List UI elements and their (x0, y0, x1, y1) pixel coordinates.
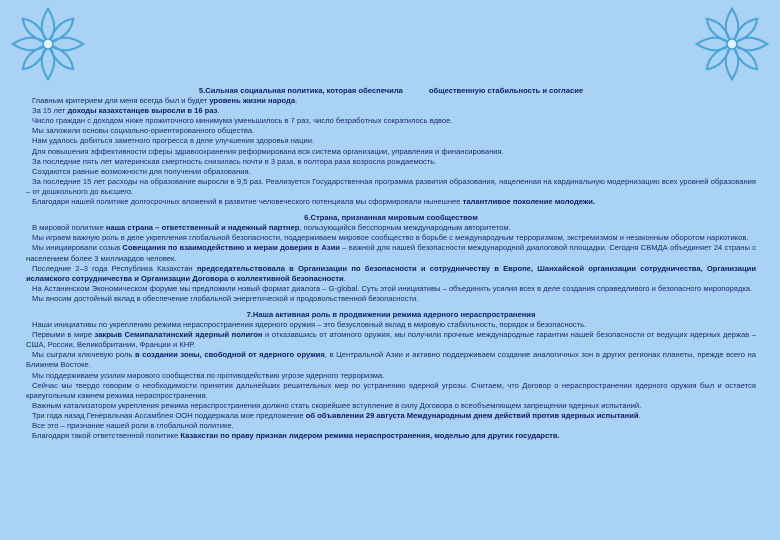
paragraph: Главным критерием для меня всегда был и будет уровень жизни народа. (32, 96, 298, 106)
paragraph: Мы вносим достойный вклад в обеспечение глобальной энергетической и продовольственной безопасности. (32, 293, 419, 303)
document-body (26, 86, 756, 441)
paragraph: Нам удалось добиться заметного прогресса в деле улучшения здоровья нации. (32, 136, 315, 146)
paragraph: В мировой политике наша страна – ответственный и надежный партнер, пользующийся бесспорным международным авторитетом. (32, 223, 511, 233)
snowflake-ornament-right-icon (690, 2, 774, 86)
paragraph: Три года назад Генеральная Ассамблея ООН поддержала мое предложение об объявлении 29 августа Международным днем действий против ядерных испытаний. (32, 410, 641, 420)
paragraph: На Астанинском Экономическом форуме мы предложили новый формат диалога – G-global. Суть этой инициативы – объединить усилия всех в деле создания справедливого и безопасного миропорядка. (32, 283, 753, 293)
paragraph: Мы заложили основы социально-ориентированного общества. (32, 126, 255, 136)
paragraph: Мы поддерживаем усилия мирового сообщества по противодействию угрозе ядерного терроризма. (32, 370, 385, 380)
paragraph: Мы инициировали созыв Совещания по взаимодействию и мерам доверия в Азии – важной для нашей безопасности международной диалоговой площадки. Сегодня СВМДА объединяет 24 страны с населением более 3 миллиардов человек. (26, 243, 756, 263)
section-5-title: 5.Сильная социальная политика, которая обеспечила общественную стабильность и согласие (198, 86, 584, 95)
paragraph: За последние пять лет материнская смертность снизилась почти в 3 раза, в полтора раза возросла рождаемость. (32, 156, 437, 166)
paragraph: За последние 15 лет расходы на образование выросли в 9,5 раз. Реализуется Государственная программа развития образования, нацеленная на кардинальную модернизацию всех уровней образования – от дошкольного до высшего. (26, 176, 756, 196)
paragraph: Мы играем важную роль в деле укрепления глобальной безопасности, поддерживаем мировое сообщество в борьбе с международным терроризмом, экстремизмом и незаконным оборотом наркотиков. (32, 233, 749, 243)
paragraph: Для повышения эффективности сферы здравоохранения реформирована вся система организации, управления и финансирования. (32, 146, 504, 156)
paragraph: Благодаря такой ответственной политике Казахстан по праву признан лидером режима нераспространения, моделью для других государств. (32, 431, 560, 441)
paragraph: Сейчас мы твердо говорим о необходимости принятия дальнейших решительных мер по устранению ядерной угрозы. Считаем, что Договор о нераспространении ядерного оружия был и остается краеугольным камнем режима нераспространения. (26, 380, 756, 400)
paragraph: Благодаря нашей политике долгосрочных вложений в развитие человеческого потенциала мы сформировали нынешнее талантливое поколение молодежи. (32, 197, 596, 207)
section-7-title: 7.Наша активная роль в продвижении режима ядерного нераспространения (246, 309, 536, 319)
paragraph: Последние 2–3 года Республика Казахстан председательствовала в Организации по безопасности и сотрудничеству в Европе, Шанхайской организации сотрудничества, Организации исламского сотрудничества и Организации Договора о коллективной безопасности. (26, 263, 756, 283)
paragraph: Первыми в мире закрыв Семипалатинский ядерный полигон и отказавшись от атомного оружия, мы получили прочные международные гарантии нашей безопасности от ведущих ядерных держав – США, России, Великобритании, Франции и КНР. (26, 330, 756, 350)
paragraph: Наши инициативы по укреплению режима нераспространения ядерного оружия – это безусловный вклад в мировую стабильность, порядок и безопасность. (32, 320, 587, 330)
snowflake-ornament-left-icon (6, 2, 90, 86)
paragraph: За 15 лет доходы казахстанцев выросли в 16 раз. (32, 106, 220, 116)
paragraph: Число граждан с доходом ниже прожиточного минимума уменьшилось в 7 раз, число безработных сократилось вдвое. (32, 116, 453, 126)
paragraph: Создаются равные возможности для получения образования. (32, 166, 251, 176)
paragraph: Все это – признание нашей роли в глобальной политике. (32, 421, 234, 430)
section-6-title: 6.Страна, признанная мировым сообществом (304, 213, 478, 223)
paragraph: Мы сыграли ключевую роль в создании зоны, свободной от ядерного оружия, в Центральной Азии и активно поддерживаем создание аналогичных зон в других регионах планеты, прежде всего на Ближнем Востоке. (26, 350, 757, 370)
paragraph: Важным катализатором укрепления режима нераспространения должно стать скорейшее вступление в силу Договора о всеобъемлющем запрещении ядерных испытаний. (32, 400, 642, 410)
